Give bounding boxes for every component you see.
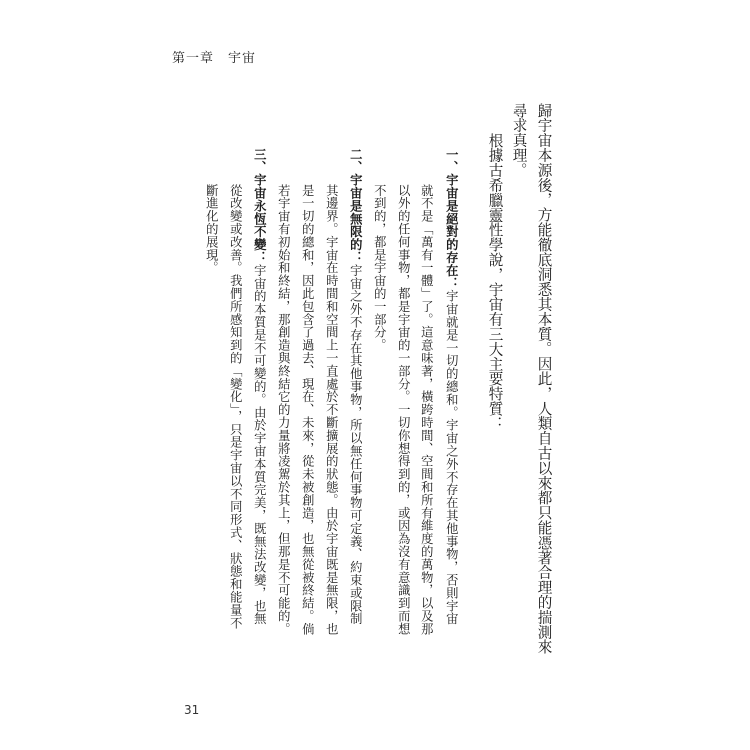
column-text: 若宇宙有初始和終結，那創造與終結它的力量將凌駕於其上，但那是不可能的。 [276, 184, 291, 636]
column-text: 尋求真理。 [510, 103, 528, 178]
list-item-heading-column [252, 148, 268, 626]
column-text: 從改變或改善。我們所感知到的「變化」，只是宇宙以不同形式、狀態和能量不 [228, 184, 243, 630]
list-item-lead: 一、宇宙是絕對的存在： [444, 148, 460, 290]
column-text: 斷進化的展現。 [204, 184, 219, 275]
text-column [205, 184, 217, 274]
chapter-header: 第一章 宇宙 [172, 51, 257, 66]
list-item-heading-column [348, 148, 364, 626]
text-column [487, 133, 502, 431]
column-text: 不到的，都是宇宙的一部分。 [372, 184, 387, 352]
list-item-lead: 二、宇宙是無限的： [348, 148, 364, 265]
list-item-lead: 三、宇宙永恆不變： [252, 148, 268, 265]
text-column [301, 184, 313, 636]
text-column [277, 184, 289, 636]
column-text: 宇宙就是一切的總和。宇宙之外不存在其他事物，否則宇宙 [444, 289, 459, 626]
column-text: 宇宙的本質是不可變的。由於宇宙本質完美，既無法改變，也無 [252, 264, 267, 626]
column-text: 其邊界。宇宙在時間和空間上一直處於不斷擴展的狀態。由於宇宙既是無限，也 [324, 184, 339, 636]
column-text: 就不是「萬有一體」了。這意味著，橫跨時間、空間和所有維度的萬物，以及那 [419, 184, 434, 636]
column-text: 宇宙之外不存在其他事物，所以無任何事物可定義、約束或限制 [348, 264, 363, 626]
text-column [229, 184, 241, 629]
text-column [373, 184, 385, 352]
text-column [397, 184, 409, 636]
text-column [511, 103, 526, 178]
list-item-heading-column [444, 148, 460, 626]
text-column [420, 184, 432, 636]
column-text: 根據古希臘靈性學說，宇宙有三大主要特質： [486, 133, 504, 431]
text-column [536, 103, 551, 654]
page-number: 31 [184, 703, 200, 717]
column-text: 歸宇宙本源後，方能徹底洞悉其本質。因此，人類自古以來都只能憑著合理的揣測來 [535, 103, 553, 655]
column-text: 是一切的總和，因此包含了過去、現在、未來，從未被創造，也無從被終結。倘 [300, 184, 315, 636]
column-text: 以外的任何事物，都是宇宙的一部分。一切你想得到的，或因為沒有意識到而想 [396, 184, 411, 636]
text-column [325, 184, 337, 636]
